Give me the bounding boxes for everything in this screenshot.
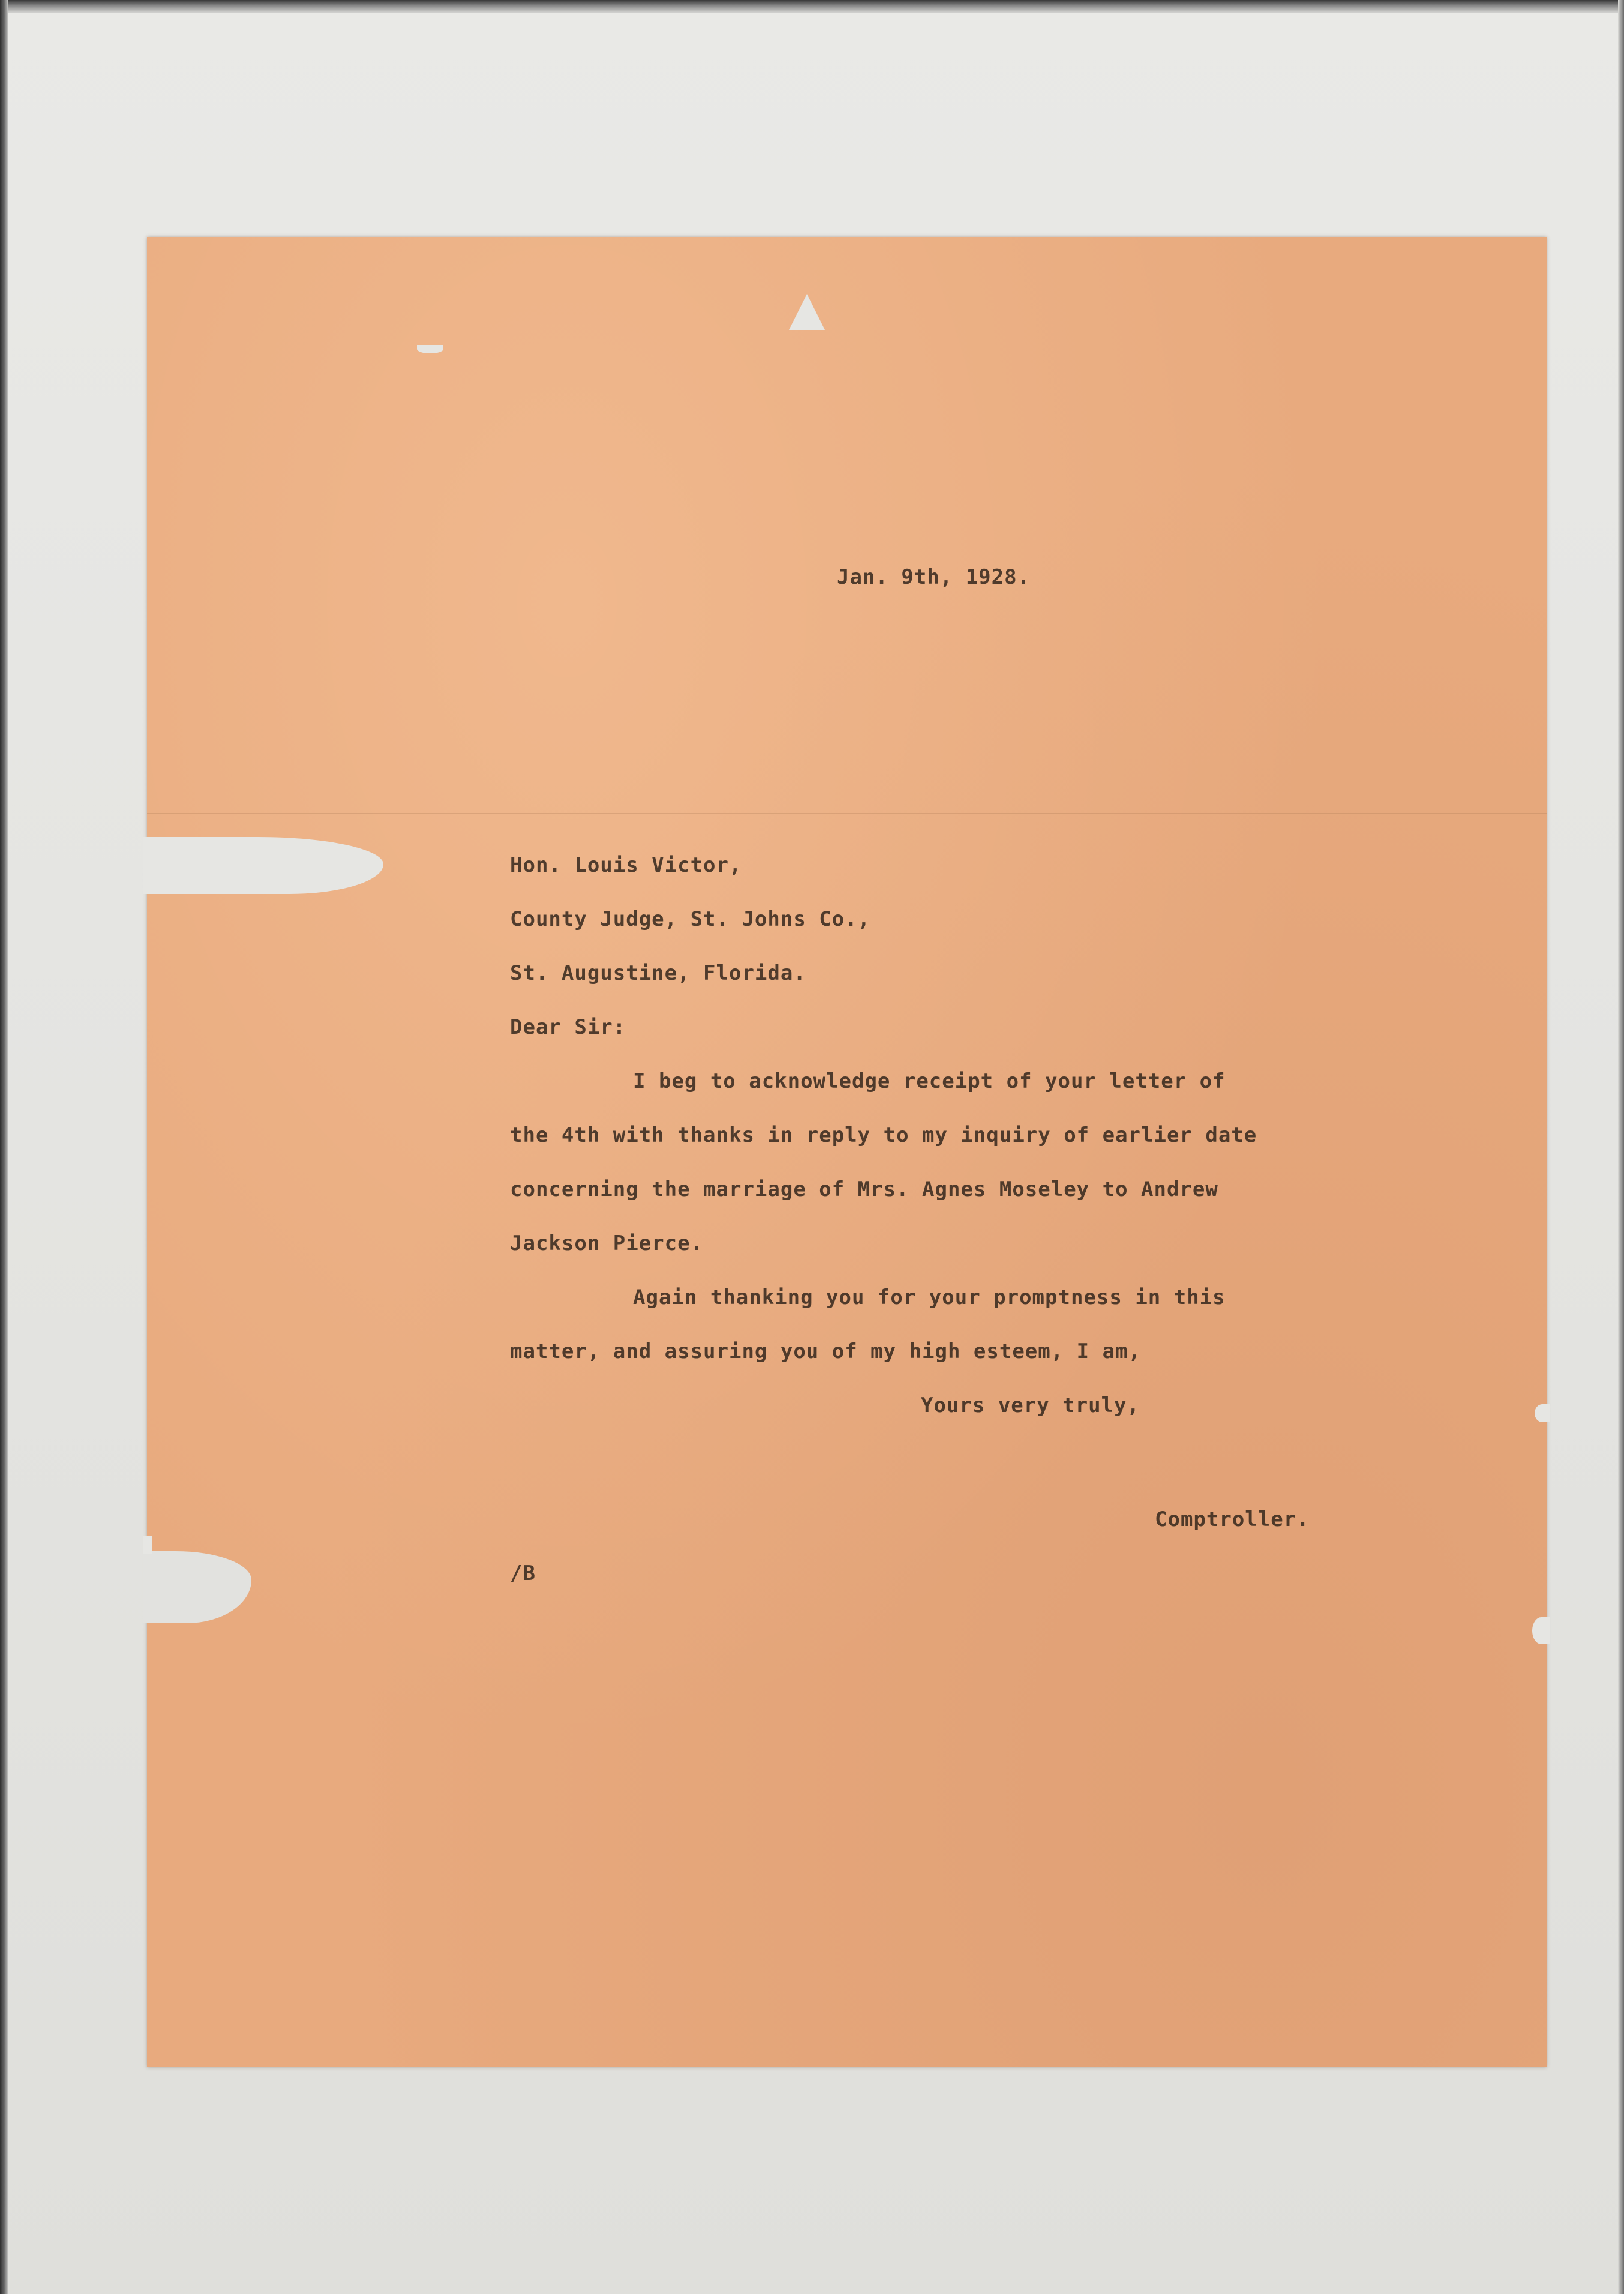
- paper-hole-top-center: [789, 294, 825, 330]
- signature-title: Comptroller.: [1155, 1507, 1310, 1531]
- typist-initials: /B: [510, 1561, 536, 1585]
- body-line: I beg to acknowledge receipt of your letter of: [633, 1069, 1226, 1093]
- complimentary-close: Yours very truly,: [921, 1393, 1140, 1417]
- letter-sheet: [147, 237, 1547, 2067]
- scanner-top-edge: [0, 0, 1624, 13]
- recipient-name: Hon. Louis Victor,: [510, 853, 742, 877]
- body-line: concerning the marriage of Mrs. Agnes Moseley to Andrew: [510, 1177, 1218, 1201]
- paper-fold: [147, 813, 1547, 814]
- paper-tear-right-lower: [1532, 1617, 1550, 1644]
- scanner-left-edge: [0, 0, 8, 2294]
- body-line: Jackson Pierce.: [510, 1231, 704, 1255]
- letter-date: Jan. 9th, 1928.: [837, 565, 1031, 589]
- recipient-title: County Judge, St. Johns Co.,: [510, 907, 871, 931]
- paper-tear-left-lower: [143, 1551, 251, 1623]
- paper-tear-left-notch: [143, 1536, 152, 1554]
- paper-hole-top-left: [417, 345, 443, 353]
- scanner-right-edge: [1618, 0, 1624, 2294]
- salutation: Dear Sir:: [510, 1015, 626, 1039]
- recipient-city: St. Augustine, Florida.: [510, 961, 806, 985]
- body-line: Again thanking you for your promptness in this: [633, 1285, 1226, 1309]
- paper-tear-right-upper: [1535, 1404, 1550, 1422]
- body-line: the 4th with thanks in reply to my inquiry of earlier date: [510, 1123, 1257, 1147]
- paper-tear-left-upper: [143, 837, 383, 894]
- body-line: matter, and assuring you of my high esteem, I am,: [510, 1339, 1142, 1363]
